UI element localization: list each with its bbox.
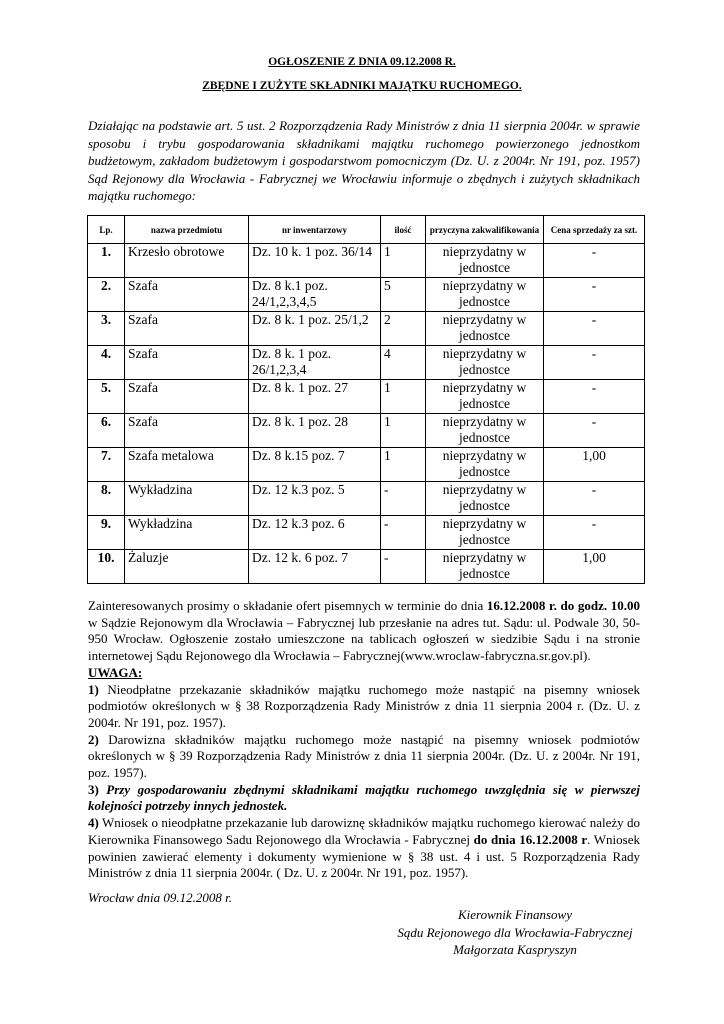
cell-item-name: Wykładzina [125, 482, 249, 516]
cell-inventory-number: Dz. 12 k. 6 poz. 7 [249, 550, 381, 584]
offer-text-b: w Sądzie Rejonowym dla Wrocławia – Fabrycznej lub przesłanie na adres tut. Sądu: ul. Podwale 30, 50-950 Wrocław. Ogłoszenie zostało umieszczone na tablicach ogłoszeń w siedzibie Sądu i na stronie internetowej Sądu Rejonowego dla Wrocławia – Fabrycznej(www.wroclaw-fabryczna.sr.gov.pl). [88, 614, 640, 664]
cell-price: 1,00 [544, 448, 645, 482]
cell-lp: 6. [88, 414, 125, 448]
cell-item-name: Wykładzina [125, 516, 249, 550]
cell-item-name: Szafa metalowa [125, 448, 249, 482]
cell-quantity: - [381, 550, 426, 584]
cell-reason: nieprzydatny w jednostce [426, 346, 544, 380]
uwaga-heading: UWAGA: [88, 664, 143, 680]
signature-organization: Sądu Rejonowego dla Wrocławia-Fabrycznej [397, 924, 633, 940]
offer-paragraph [88, 598, 640, 665]
cell-reason: nieprzydatny w jednostce [426, 482, 544, 516]
cell-reason: nieprzydatny w jednostce [426, 448, 544, 482]
cell-inventory-number: Dz. 8 k.15 poz. 7 [249, 448, 381, 482]
cell-reason: nieprzydatny w jednostce [426, 516, 544, 550]
note-1-text: Nieodpłatne przekazanie składników majątku ruchomego może nastąpić na pisemny wniosek podmiotów określonych w § 38 Rozporządzenia Rady Ministrów z dnia 11 sierpnia 2004 r. (Dz. U. z 2004r. Nr 191, poz. 1957). [88, 681, 640, 730]
table-row [88, 550, 645, 584]
cell-quantity: 4 [381, 346, 426, 380]
cell-reason: nieprzydatny w jednostce [426, 312, 544, 346]
cell-price: - [544, 312, 645, 346]
header-reason: przyczyna zakwalifikowania [426, 216, 544, 244]
header-lp: Lp. [88, 216, 125, 244]
cell-price: - [544, 380, 645, 414]
table-row [88, 380, 645, 414]
cell-item-name: Żaluzje [125, 550, 249, 584]
document-subtitle: ZBĘDNE I ZUŻYTE SKŁADNIKI MAJĄTKU RUCHOMEGO. [202, 80, 522, 92]
note-2 [88, 732, 640, 782]
cell-lp: 10. [88, 550, 125, 584]
cell-quantity: - [381, 482, 426, 516]
note-2-number: 2) [88, 731, 99, 747]
cell-quantity: 1 [381, 414, 426, 448]
header-quantity: ilość [381, 216, 426, 244]
note-2-text: Darowizna składników majątku ruchomego może nastąpić na pisemny wniosek podmiotów określonych w § 39 Rozporządzenia Rady Ministrów z dnia 11 sierpnia 2004r. (Dz. U. z 2004r. Nr 191, poz. 1957). [88, 731, 640, 781]
cell-inventory-number: Dz. 10 k. 1 poz. 36/14 [249, 244, 381, 278]
table-row [88, 482, 645, 516]
note-4-number: 4) [88, 815, 99, 831]
cell-inventory-number: Dz. 8 k. 1 poz. 27 [249, 380, 381, 414]
note-4-deadline: do dnia 16.12.2008 r [473, 831, 588, 847]
note-1 [88, 682, 640, 732]
cell-item-name: Krzesło obrotowe [125, 244, 249, 278]
cell-lp: 1. [88, 244, 125, 278]
cell-item-name: Szafa [125, 380, 249, 414]
header-inventory-number: nr inwentarzowy [249, 216, 381, 244]
cell-lp: 9. [88, 516, 125, 550]
document-title: OGŁOSZENIE Z DNIA 09.12.2008 R. [268, 56, 456, 68]
cell-price: - [544, 244, 645, 278]
cell-quantity: 1 [381, 380, 426, 414]
offer-deadline: 16.12.2008 r. do godz. 10.00 [486, 598, 640, 613]
cell-price: 1,00 [544, 550, 645, 584]
cell-quantity: 5 [381, 278, 426, 312]
note-4-text-b: . Wniosek powinien zawierać elementy i dokumenty wymienione w § 38 ust. 4 i ust. 5 Rozporządzenia Rady Ministrów z dnia 11 sierpnia 2004r. ( Dz. U. z 2004r. Nr 191, poz. 1957). [88, 831, 640, 881]
table-row [88, 346, 645, 380]
cell-quantity: 2 [381, 312, 426, 346]
cell-reason: nieprzydatny w jednostce [426, 244, 544, 278]
cell-quantity: - [381, 516, 426, 550]
cell-reason: nieprzydatny w jednostce [426, 278, 544, 312]
cell-item-name: Szafa [125, 278, 249, 312]
table-row [88, 414, 645, 448]
note-3 [88, 782, 640, 815]
note-1-number: 1) [88, 681, 99, 697]
cell-price: - [544, 278, 645, 312]
intro-paragraph: Działając na podstawie art. 5 ust. 2 Rozporządzenia Rady Ministrów z dnia 11 sierpnia 2004r. w sprawie sposobu i trybu gospodarowania składnikami majątku ruchomego powierzonego jednostkom budżetowym, zakładom budżetowym i gospodarstwom pomocniczym (Dz. U. z 2004r. Nr 191, poz. 1957) Sąd Rejonowy dla Wrocławia - Fabrycznej we Wrocławiu informuje o zbędnych i zużytych składnikach majątku ruchomego: [88, 118, 640, 203]
note-4-text-a: Wniosek o nieodpłatne przekazanie lub darowiznę składników majątku ruchomego kierować należy do Kierownika Finansowego Sadu Rejonowego dla Wrocławia - Fabrycznej [88, 815, 640, 847]
note-4 [88, 815, 640, 882]
cell-quantity: 1 [381, 448, 426, 482]
cell-lp: 4. [88, 346, 125, 380]
cell-inventory-number: Dz. 12 k.3 poz. 6 [249, 516, 381, 550]
cell-item-name: Szafa [125, 346, 249, 380]
table-row [88, 312, 645, 346]
cell-quantity: 1 [381, 244, 426, 278]
assets-table [87, 215, 645, 584]
cell-lp: 8. [88, 482, 125, 516]
note-3-text: Przy gospodarowaniu zbędnymi składnikami majątku ruchomego uwzględnia się w pierwszej kolejności potrzeby innych jednostek. [88, 781, 640, 814]
offer-text-a: Zainteresowanych prosimy o składanie ofert pisemnych w terminie do dnia [88, 598, 487, 613]
cell-lp: 3. [88, 312, 125, 346]
cell-lp: 2. [88, 278, 125, 312]
cell-item-name: Szafa [125, 312, 249, 346]
header-item-name: nazwa przedmiotu [125, 216, 249, 244]
signature-name: Małgorzata Kaspryszyn [453, 942, 577, 957]
cell-reason: nieprzydatny w jednostce [426, 380, 544, 414]
document-date: Wrocław dnia 09.12.2008 r. [88, 890, 232, 905]
cell-item-name: Szafa [125, 414, 249, 448]
signature-title: Kierownik Finansowy [458, 907, 572, 922]
cell-inventory-number: Dz. 8 k.1 poz. 24/1,2,3,4,5 [249, 278, 381, 312]
cell-lp: 7. [88, 448, 125, 482]
cell-price: - [544, 414, 645, 448]
cell-inventory-number: Dz. 8 k. 1 poz. 25/1,2 [249, 312, 381, 346]
cell-price: - [544, 516, 645, 550]
table-row [88, 278, 645, 312]
cell-inventory-number: Dz. 8 k. 1 poz. 26/1,2,3,4 [249, 346, 381, 380]
cell-reason: nieprzydatny w jednostce [426, 414, 544, 448]
cell-lp: 5. [88, 380, 125, 414]
notice-body [88, 598, 640, 882]
cell-price: - [544, 346, 645, 380]
table-row [88, 516, 645, 550]
table-row [88, 244, 645, 278]
signature-block [380, 906, 650, 959]
note-3-number: 3) [88, 781, 99, 797]
header-price: Cena sprzedaży za szt. [544, 216, 645, 244]
cell-inventory-number: Dz. 8 k. 1 poz. 28 [249, 414, 381, 448]
table-header-row [88, 216, 645, 244]
table-row [88, 448, 645, 482]
cell-reason: nieprzydatny w jednostce [426, 550, 544, 584]
cell-inventory-number: Dz. 12 k.3 poz. 5 [249, 482, 381, 516]
cell-price: - [544, 482, 645, 516]
